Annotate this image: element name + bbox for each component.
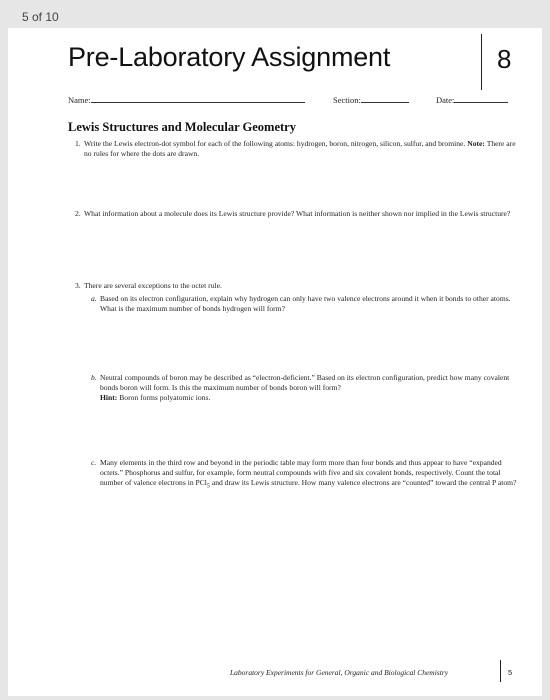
subscript: 5 xyxy=(206,483,210,490)
footer-page-number: 5 xyxy=(508,668,513,677)
section-label: Section: xyxy=(333,95,361,105)
document-page xyxy=(8,28,542,696)
name-label: Name: xyxy=(68,95,91,105)
section-line xyxy=(361,94,409,103)
hint-text: Boron forms polyatomic ions. xyxy=(119,393,211,402)
name-line xyxy=(91,94,305,103)
date-line xyxy=(454,94,508,103)
part-text-after: and draw its Lewis structure. How many valence electrons are “counted” toward the central P atom? xyxy=(209,478,517,487)
name-field[interactable] xyxy=(68,94,305,105)
question-number: 1. xyxy=(75,139,81,148)
section-heading: Lewis Structures and Molecular Geometry xyxy=(68,120,296,134)
part-text: Neutral compounds of boron may be described as “electron-deficient.” Based on its electron configuration, predict how many covalent bonds boron will form. Is this the maximum number of bonds boron will form? xyxy=(100,373,510,392)
part-text-before: Many elements in the third row and beyond in the periodic table may form more than four bonds and thus appear to have “expanded octets.” Phosphorus and sulfur, for example, form neutral compounds with five and six covalent bonds, respectively. Count the total number of valence electrons in PCl xyxy=(100,458,502,487)
footer-book-title: Laboratory Experiments for General, Organic and Biological Chemistry xyxy=(230,668,449,677)
question-2 xyxy=(75,209,522,219)
question-number: 3. xyxy=(75,281,81,290)
footer-divider xyxy=(500,660,501,682)
date-field[interactable] xyxy=(436,94,508,105)
page-counter: 5 of 10 xyxy=(22,10,59,24)
question-text: What information about a molecule does its Lewis structure provide? What information is neither shown nor implied in the Lewis structure? xyxy=(84,209,511,218)
question-3a xyxy=(91,294,522,314)
part-text: Based on its electron configuration, explain why hydrogen can only have two valence electrons around it when it bonds to other atoms. What is the maximum number of bonds hydrogen will form? xyxy=(100,294,511,313)
note-text: There are no rules for where the dots are drawn. xyxy=(84,139,516,158)
part-letter: c. xyxy=(91,458,97,467)
part-letter: b. xyxy=(91,373,97,382)
note-label: Note: xyxy=(467,139,485,148)
question-text: Write the Lewis electron-dot symbol for each of the following atoms: hydrogen, boron, nitrogen, silicon, sulfur, and bromine. xyxy=(84,139,466,148)
hint-label: Hint: xyxy=(100,393,118,402)
question-3c xyxy=(91,458,522,492)
question-number: 2. xyxy=(75,209,81,218)
chapter-divider xyxy=(481,34,482,90)
question-3b xyxy=(91,373,522,403)
section-field[interactable] xyxy=(333,94,409,105)
chapter-number: 8 xyxy=(497,44,512,74)
part-letter: a. xyxy=(91,294,97,303)
page-title: Pre-Laboratory Assignment xyxy=(68,42,391,72)
question-1 xyxy=(75,139,522,159)
question-3 xyxy=(75,281,522,291)
question-text: There are several exceptions to the octet rule. xyxy=(84,281,222,290)
date-label: Date: xyxy=(436,95,455,105)
